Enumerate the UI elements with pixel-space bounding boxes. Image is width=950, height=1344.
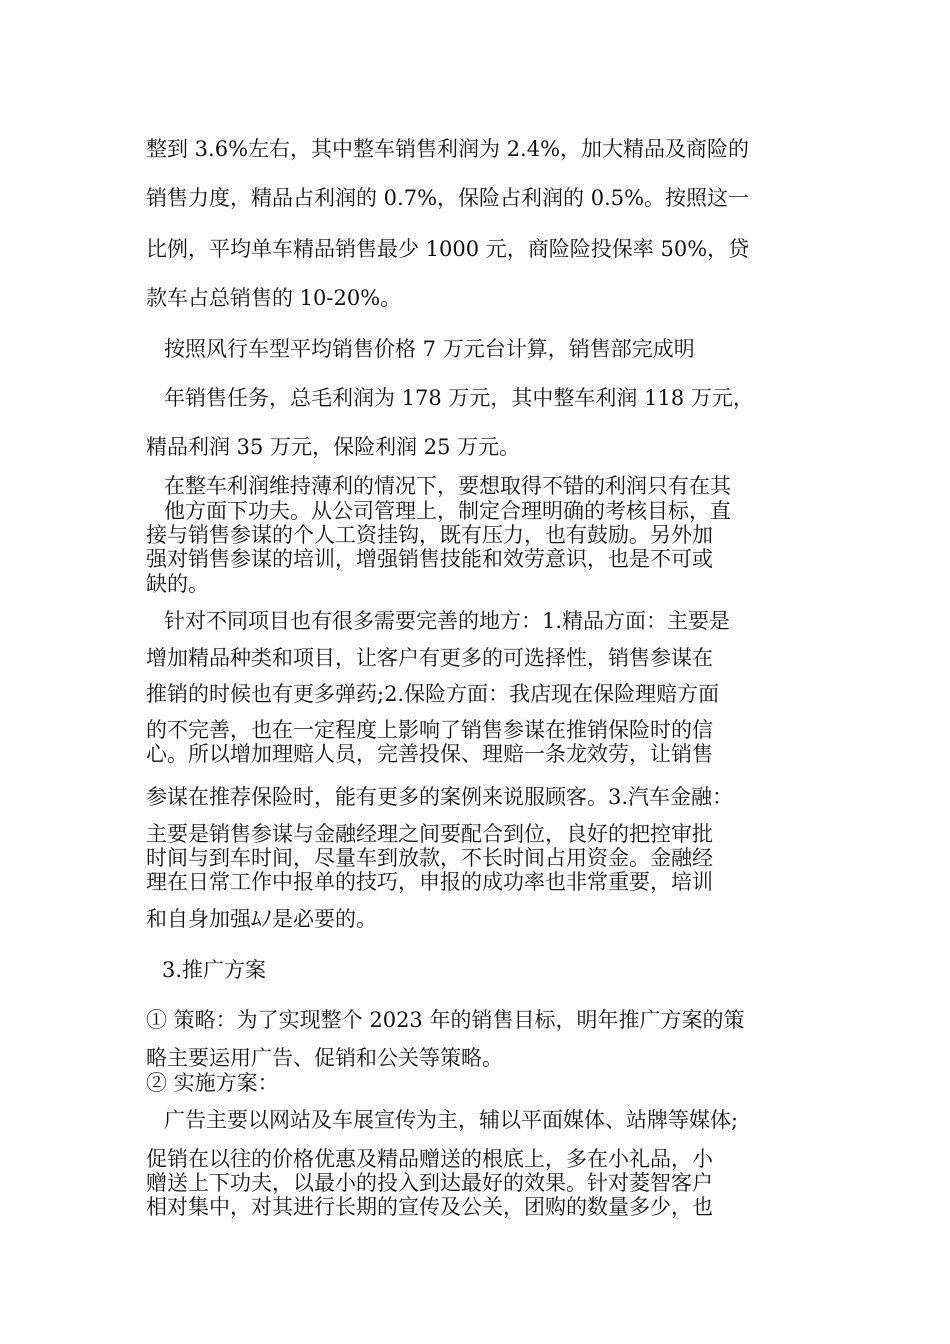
text-line: 参谋在推荐保险时，能有更多的案例来说服顾客。3.汽车金融： (146, 785, 734, 809)
text-line: 时间与到车时间，尽量车到放款，不长时间占用资金。金融经 (146, 846, 713, 870)
section-heading: 3.推广方案 (162, 958, 267, 982)
text-line: 接与销售参谋的个人工资挂钩，既有压力，也有鼓励。另外加 (146, 523, 713, 547)
text-line: 按照风行车型平均销售价格 7 万元台计算，销售部完成明 (164, 337, 695, 361)
text-line: ① 策略：为了实现整个 2023 年的销售目标，明年推广方案的策 (146, 1008, 745, 1032)
text-line: 缺的。 (146, 572, 209, 596)
text-line: 赠送上下功夫，以最小的投入到达最好的效果。针对菱智客户 (146, 1171, 713, 1195)
text-line: 销售力度，精品占利润的 0.7%，保险占利润的 0.5%。按照这一 (146, 186, 750, 210)
text-line: 广告主要以网站及车展宣传为主，辅以平面媒体、站牌等媒体; (164, 1108, 739, 1132)
text-line: 款车占总销售的 10-20%。 (146, 286, 402, 310)
text-line: 的不完善，也在一定程度上影响了销售参谋在推销保险时的信 (146, 718, 713, 742)
text-line: 他方面下功夫。从公司管理上，制定合理明确的考核目标，直 (164, 499, 731, 523)
text-line: 针对不同项目也有很多需要完善的地方：1.精品方面：主要是 (164, 609, 731, 633)
text-line: 相对集中，对其进行长期的宣传及公关，团购的数量多少，也 (146, 1195, 713, 1219)
text-line: 心。所以增加理赔人员，完善投保、理赔一条龙效劳，让销售 (146, 742, 713, 766)
text-line: 和自身加强ﾑﾉ是必要的。 (146, 907, 377, 931)
text-line: 强对销售参谋的培训，增强销售技能和效劳意识，也是不可或 (146, 547, 713, 571)
implementation-label: ② 实施方案： (146, 1071, 279, 1095)
text-line: 略主要运用广告、促销和公关等策略。 (146, 1046, 503, 1070)
text-line: 增加精品种类和项目，让客户有更多的可选择性，销售参谋在 (146, 646, 713, 670)
text-line: 年销售任务，总毛利润为 178 万元，其中整车利润 118 万元， (164, 386, 754, 410)
text-line: 整到 3.6%左右，其中整车销售利润为 2.4%，加大精品及商险的 (146, 137, 750, 161)
text-line: 在整车利润维持薄利的情况下，要想取得不错的利润只有在其 (164, 474, 731, 498)
text-line: 促销在以往的价格优惠及精品赠送的根底上，多在小礼品，小 (146, 1147, 713, 1171)
text-line: 理在日常工作中报单的技巧，申报的成功率也非常重要，培训 (146, 870, 713, 894)
text-line: 推销的时候也有更多弹药;2.保险方面：我店现在保险理赔方面 (146, 682, 720, 706)
text-line: 精品利润 35 万元，保险利润 25 万元。 (146, 435, 521, 459)
text-line: 比例，平均单车精品销售最少 1000 元，商险险投保率 50%，贷 (146, 237, 750, 261)
text-line: 主要是销售参谋与金融经理之间要配合到位，良好的把控审批 (146, 822, 713, 846)
